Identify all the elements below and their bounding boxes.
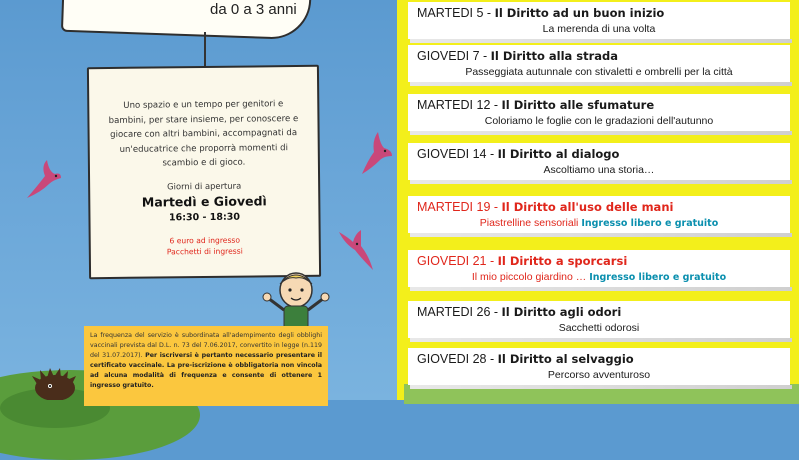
event-heading: [417, 305, 621, 319]
row-shadow: [410, 39, 792, 43]
event-day: MARTEDI 12 -: [417, 98, 499, 112]
event-description: [408, 23, 790, 35]
schedule-row: [408, 250, 790, 287]
event-day: MARTEDI 26 -: [417, 305, 499, 319]
hedgehog-illustration: [30, 366, 80, 400]
event-day: GIOVEDI 7 -: [417, 49, 488, 63]
child-illustration: [262, 268, 332, 330]
event-heading: [417, 147, 619, 161]
event-heading: [417, 98, 654, 112]
event-activity: Il mio piccolo giardino …: [471, 271, 587, 283]
schedule-row: [408, 196, 790, 233]
event-day: MARTEDI 19 -: [417, 200, 499, 214]
schedule-row: [408, 94, 790, 131]
event-day: GIOVEDI 14 -: [417, 147, 495, 161]
schedule-row: [408, 45, 790, 82]
price-info: [109, 233, 301, 257]
intro-text: Uno spazio e un tempo per genitori e bambini, per stare insieme, per conoscere e giocare con altri bambini, accompagnati da un'educatrice che proporrà momenti di scambio e di gioco.: [108, 99, 299, 169]
event-day: GIOVEDI 21 -: [417, 254, 495, 268]
event-description: [408, 115, 790, 127]
event-title: Il Diritto al selvaggio: [497, 352, 634, 366]
packages-line: Pacchetti di ingressi: [166, 246, 243, 256]
opening-days: Martedì e Giovedì: [141, 192, 267, 210]
event-activity: Coloriamo le foglie con le gradazioni dell'autunno: [484, 115, 714, 127]
event-title: Il Diritto agli odori: [501, 305, 622, 319]
opening-hours: 16:30 - 18:30: [168, 211, 241, 223]
event-description: [408, 66, 790, 78]
event-title: Il Diritto al dialogo: [497, 147, 620, 161]
age-range-text: da 0 a 3 anni: [210, 1, 297, 18]
bird-icon: [358, 130, 394, 176]
event-day: MARTEDI 5 -: [417, 6, 492, 20]
schedule-row: [408, 348, 790, 385]
bird-icon: [335, 228, 375, 272]
event-heading: [417, 49, 618, 63]
notice-text: La frequenza del servizio è subordinata all'adempimento degli obblighi vaccinali prevista dal D.L. n. 73 del 7.06.2017, convertito in legge (n.119 del 31.07.2017).: [90, 332, 322, 359]
event-activity: Percorso avventuroso: [547, 369, 651, 381]
row-shadow: [410, 338, 792, 342]
event-activity: Ascoltiamo una storia…: [543, 164, 655, 176]
event-description: [408, 369, 790, 381]
vaccination-notice: [84, 326, 328, 406]
schedule-row: [408, 301, 790, 338]
row-shadow: [410, 287, 792, 291]
free-entry-label: Ingresso libero e gratuito: [581, 218, 719, 229]
event-title: Il Diritto alla strada: [490, 49, 619, 63]
opening-days-label: Giorni di apertura: [167, 180, 242, 191]
row-shadow: [410, 131, 792, 135]
info-note-card: [87, 65, 321, 279]
event-heading: [417, 254, 627, 268]
event-description: [408, 217, 790, 229]
event-title: Il Diritto alle sfumature: [501, 98, 655, 112]
row-shadow: [410, 233, 792, 237]
row-shadow: [410, 82, 792, 86]
event-activity: Passeggiata autunnale con stivaletti e ombrelli per la città: [465, 66, 733, 78]
row-shadow: [410, 385, 792, 389]
event-activity: Piastrelline sensoriali: [479, 217, 579, 229]
event-title: Il Diritto a sporcarsi: [497, 254, 628, 268]
event-description: [408, 322, 790, 334]
event-title: Il Diritto ad un buon inizio: [494, 6, 665, 20]
free-entry-label: Ingresso libero e gratuito: [589, 272, 727, 283]
event-description: [408, 164, 790, 176]
row-shadow: [410, 180, 792, 184]
event-description: [408, 271, 790, 283]
event-day: GIOVEDI 28 -: [417, 352, 495, 366]
event-heading: [417, 352, 634, 366]
notice-bold-text: Per iscriversi è pertanto necessario presentare il certificato vaccinale. La pre-iscrizione è obbligatoria non vincola ad alcuna modalità di frequenza e consente di ottenere 1 ingresso gratuito.: [90, 352, 322, 389]
bird-icon: [25, 158, 63, 200]
event-heading: [417, 6, 664, 20]
event-activity: La merenda di una volta: [542, 23, 656, 35]
event-title: Il Diritto all'uso delle mani: [501, 200, 674, 214]
event-heading: [417, 200, 673, 214]
schedule-row: [408, 143, 790, 180]
price-line: 6 euro ad ingresso: [169, 235, 241, 245]
schedule-row: [408, 2, 790, 39]
event-activity: Sacchetti odorosi: [558, 322, 640, 334]
